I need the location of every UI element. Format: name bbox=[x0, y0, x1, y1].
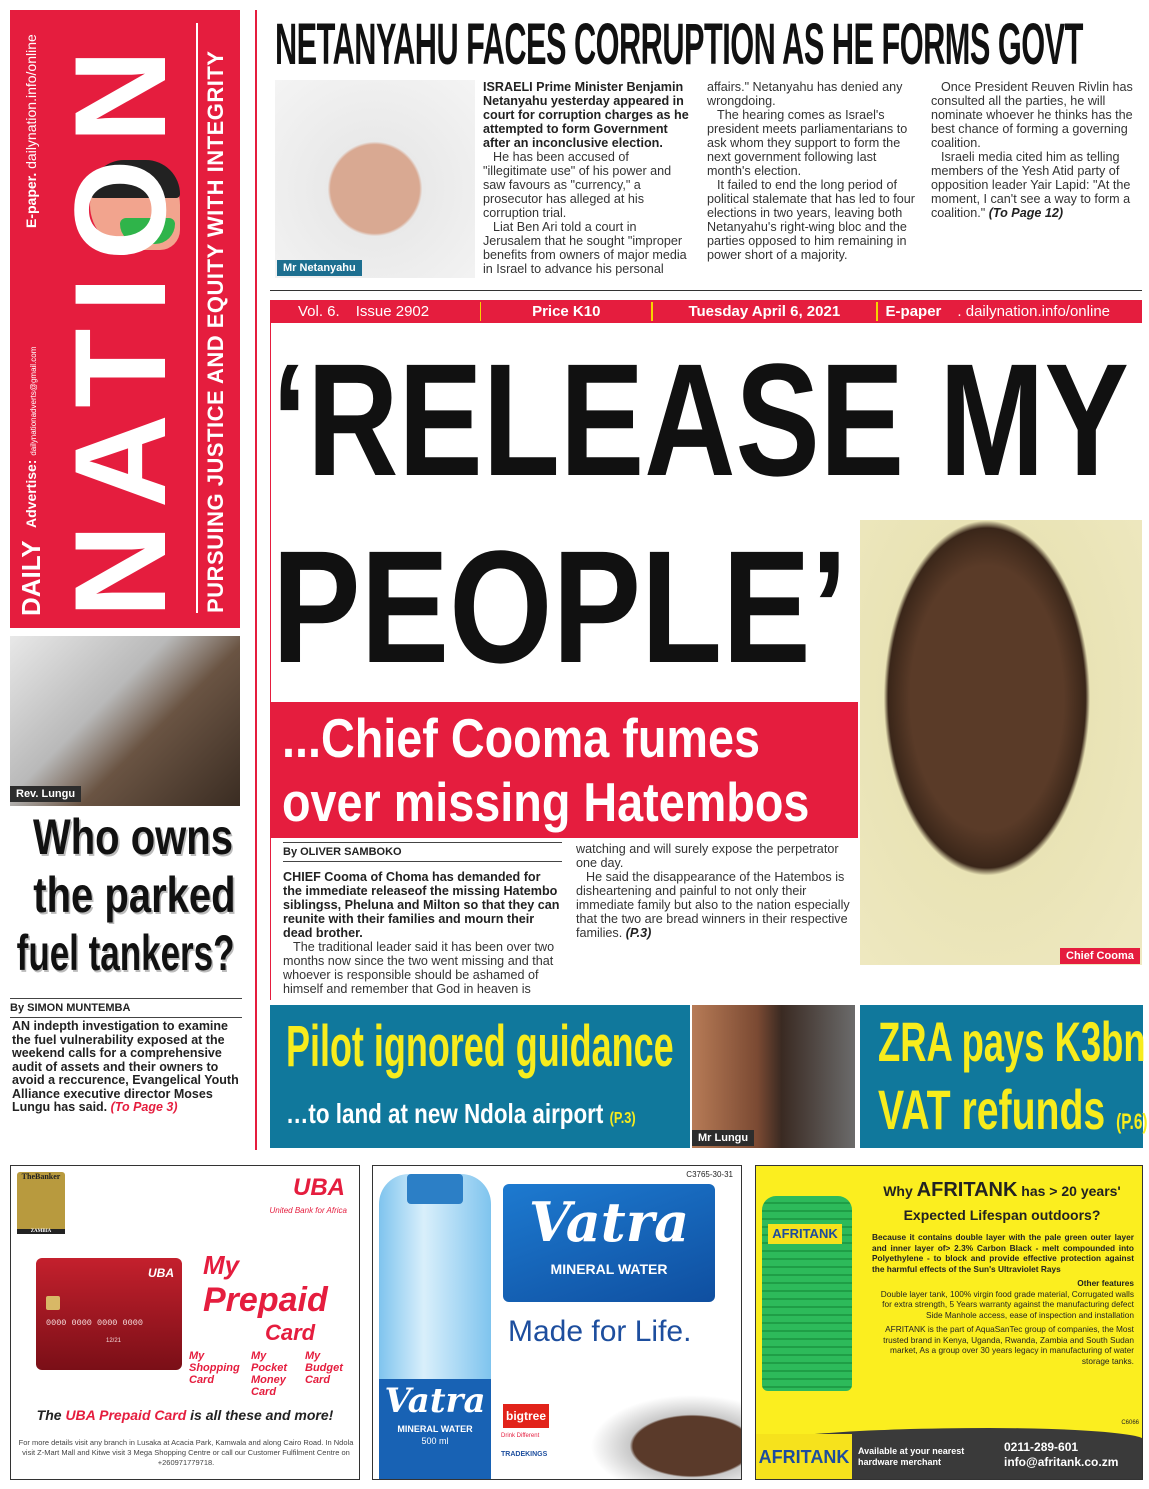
price: Price K10 bbox=[532, 303, 601, 320]
masthead-daily: DAILY bbox=[16, 540, 46, 616]
main-headline: ‘RELEASE MY PEOPLE’ bbox=[272, 330, 1129, 696]
continued-link[interactable]: (P.3) bbox=[625, 926, 652, 940]
card-features: My Shopping Card My Pocket Money Card My Budget Card bbox=[189, 1350, 343, 1398]
afritank-availability: Available at your nearest hardware merchant bbox=[858, 1446, 965, 1467]
rev-lungu-photo bbox=[10, 636, 240, 806]
volume: Vol. 6. bbox=[298, 303, 340, 320]
vatra-slogan: Made for Life. bbox=[508, 1315, 692, 1348]
continued-link[interactable]: (To Page 3) bbox=[110, 1100, 178, 1114]
epaper-link[interactable]: E-paper . dailynation.info/online bbox=[885, 303, 1110, 320]
uba-slogan: The UBA Prepaid Card is all these and more! bbox=[36, 1407, 334, 1423]
masthead-nation: NATION bbox=[47, 33, 193, 618]
masthead-rule bbox=[196, 23, 198, 613]
vatra-advert[interactable] bbox=[372, 1165, 742, 1480]
netanyahu-photo bbox=[275, 80, 475, 278]
afritank-body: Because it contains double layer with the pale green outer layer and inner layer of> 2.3% Carbon Black - melt compounded into Polyethylene - to block and provide effective protection against the harmful effects of the Sun's Ultraviolet Rays bbox=[872, 1232, 1134, 1274]
the-banker-badge: TheBanker ZAMBIA bbox=[17, 1172, 65, 1234]
issue-date: Tuesday April 6, 2021 bbox=[688, 303, 841, 320]
afritank-copy bbox=[872, 1232, 1134, 1366]
uba-logo-subtitle: United Bank for Africa bbox=[269, 1206, 347, 1215]
main-byline: By OLIVER SAMBOKO bbox=[283, 842, 562, 862]
mr-lungu-photo bbox=[692, 1005, 855, 1148]
issue-info-bar bbox=[270, 300, 1142, 323]
main-story-body: By OLIVER SAMBOKO CHIEF Cooma of Choma has demanded for the immediate releaseof the missing Hatembo siblingss, Pheluna and Milton so that they can reunite with their families and mourn their dead brother. The traditional leader said it has been over two months now since the two went missing and that whoever is responsible should be ashamed of himself and remember that God in heaven is watching and will surely expose the perpetrator one day. He said the disappearance of the Hatembos is disheartening and painful to not only their immediate family but also to the nation especially that the two are bread winners in their respective families. (P.3) bbox=[283, 842, 850, 996]
side-headline: Who owns the parked fuel tankers? bbox=[17, 809, 236, 981]
uba-footer: For more details visit any branch in Lusaka at Acacia Park, Kamwala and along Cairo Road. In Ndola visit Z-Mart Mall and Kitwe visit 3 Mega Shopping Centre or call our Customer Fulfilment Centre on +260971779718. bbox=[18, 1438, 354, 1467]
top-headline: NETANYAHU FACES CORRUPTION AS HE FORMS GOVT bbox=[275, 12, 1083, 77]
column-divider bbox=[255, 10, 257, 1150]
bigtree-logo: bigtree bbox=[503, 1404, 549, 1428]
masthead-tagline: PURSUING JUSTICE AND EQUITY WITH INTEGRITY bbox=[203, 50, 228, 613]
continued-link[interactable]: (To Page 12) bbox=[988, 206, 1064, 220]
masthead-epaper: E-paper. dailynation.info/online bbox=[23, 34, 39, 228]
pilot-teaser[interactable]: Pilot ignored guidance …to land at new Ndola airport (P.3) bbox=[270, 1005, 690, 1148]
afritank-title: Why AFRITANK has > 20 years' Expected Lifespan outdoors? bbox=[883, 1179, 1121, 1223]
side-body: AN indepth investigation to examine the fuel vulnerability exposed at the weekend calls for a comprehensive audit of assets and their owners to avoid a reccurence, Evangelical Youth Alliance executive director Moses Lungu has said. (To Page 3) bbox=[12, 1019, 239, 1114]
afritank-contact: 0211-289-601 info@afritank.co.zm bbox=[1004, 1440, 1119, 1469]
prepaid-title: My Prepaid Card bbox=[203, 1250, 328, 1345]
tradekings-logo: TRADEKINGS bbox=[501, 1451, 548, 1458]
water-bottle-image: Vatra MINERAL WATER 500 ml bbox=[379, 1174, 491, 1479]
zra-teaser[interactable]: ZRA pays K3bn VAT refunds (P.6) bbox=[860, 1005, 1143, 1148]
vatra-logo-banner: Vatra MINERAL WATER bbox=[503, 1184, 715, 1302]
afritank-advert[interactable] bbox=[755, 1165, 1143, 1480]
top-story-body: ISRAELI Prime Minister Benjamin Netanyahu yesterday appeared in court for corruption charges as he attempted to form Government after an inconclusive election. He has been accused of "illegitimate use" of his power and saw favours as "currency," a prosecutor has alleged at his corruption trial. Liat Ben Ari told a court in Jerusalem that he sought "improper benefits from owners of major media in Israel to advance his personal affairs." Netanyahu has denied any wrongdoing. The hearing comes as Israel's president meets parliamentarians to ask whom they support to form the next government following last month's election. It failed to end the long period of political stalemate that has led to four elections in two years, leaving both Netanyahu's right-wing bloc and the parties opposed to him remaining in power short of a majority. Once President Reuven Rivlin has consulted all the parties, he will nominate whoever he thinks has the best chance of forming a governing coalition. Israeli media cited him as telling members of the Yesh Atid party of opposition leader Yair Lapid: "At the moment, I can't see a way to form a coalition." (To Page 12) bbox=[483, 80, 1133, 276]
prepaid-card-image: UBA 0000 0000 0000 0000 12/21 bbox=[36, 1258, 182, 1370]
photo-caption: Mr Lungu bbox=[692, 1130, 754, 1146]
side-byline: By SIMON MUNTEMBA bbox=[10, 998, 242, 1018]
masthead-advertise: Advertise: dailynationadverts@gmail.com bbox=[23, 346, 39, 528]
masthead bbox=[10, 10, 240, 628]
ad-code: C3765-30-31 bbox=[686, 1170, 733, 1179]
ad-code: C6066 bbox=[1121, 1420, 1139, 1426]
afritank-about: AFRITANK is the part of AquaSanTec group of companies, the Most trusted brand in Kenya, Uganda, Rwanda, Zambia and South Sudan market, As a group over 30 years legacy in manufacturing of water storage tanks. bbox=[883, 1324, 1134, 1366]
rule bbox=[270, 290, 1142, 291]
afritank-features: Other features Double layer tank, 100% virgin food grade material, Corrugated walls for extra strength, 5 Years warranty against the manufacturing defect Side Manhole access, ease of inspection and installation bbox=[880, 1278, 1134, 1320]
frame-line bbox=[270, 323, 271, 1000]
chief-cooma-photo bbox=[860, 520, 1142, 965]
issue-number: Issue 2902 bbox=[355, 303, 430, 320]
photo-caption: Chief Cooma bbox=[1060, 948, 1140, 964]
water-tank-image: AFRITANK bbox=[762, 1196, 852, 1391]
uba-logo: UBA bbox=[293, 1174, 345, 1201]
afritank-logo: AFRITANK bbox=[756, 1434, 852, 1480]
photo-caption: Mr Netanyahu bbox=[277, 260, 362, 276]
main-subhead: ...Chief Cooma fumes over missing Hatembos bbox=[270, 702, 858, 838]
man-drinking-image bbox=[573, 1386, 742, 1480]
bigtree-tagline: Drink Different bbox=[501, 1433, 540, 1439]
uba-advert[interactable] bbox=[10, 1165, 360, 1480]
photo-caption: Rev. Lungu bbox=[10, 786, 81, 802]
